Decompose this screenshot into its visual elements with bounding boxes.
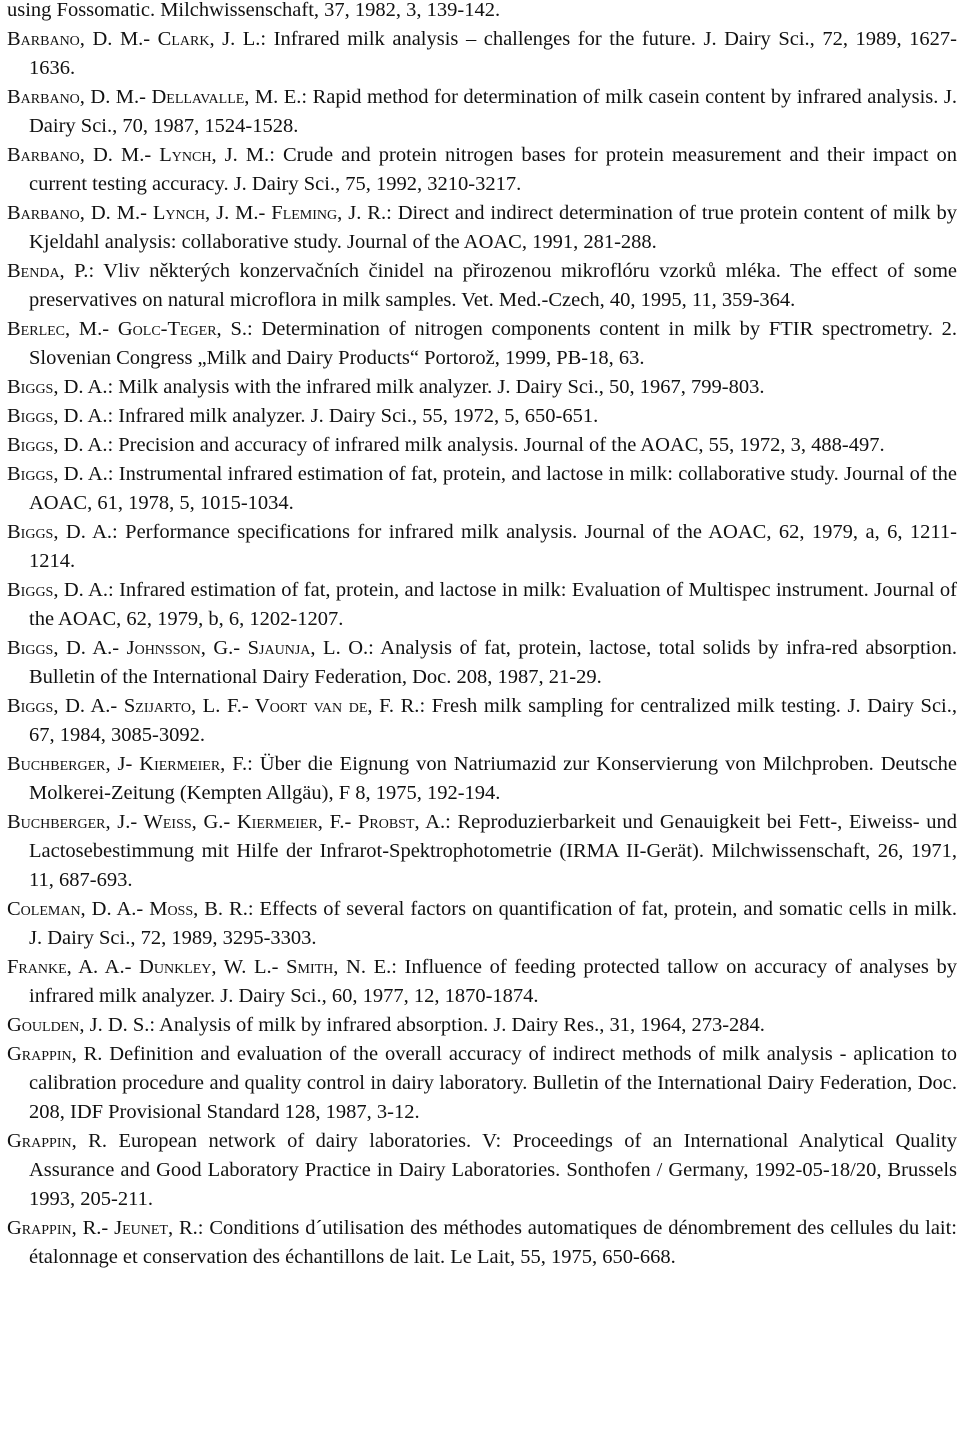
reference-entry [7, 25, 957, 83]
reference-entry [7, 518, 957, 576]
reference-text: : Performance specifications for infrared milk analysis. Journal of the AOAC, 62, 1979, a, 6, 1211-1214. [29, 521, 957, 572]
reference-text: : Crude and protein nitrogen bases for protein measurement and their impact on current testing accuracy. J. Dairy Sci., 75, 1992, 3210-3217. [29, 144, 958, 195]
reference-entry [7, 808, 957, 895]
reference-text: : Vliv některých konzervačních činidel na přirozenou mikroflóru vzorků mléka. The effect of some preservatives on natural microflora in milk samples. Vet. Med.-Czech, 40, 1995, 11, 359-364. [29, 260, 957, 311]
reference-entry [7, 895, 957, 953]
reference-authors: Grappin, R.- Jeunet, R. [7, 1217, 198, 1239]
reference-authors: Biggs, D. A.- Johnsson, G.- Sjaunja, L. O. [7, 637, 369, 659]
reference-text: : Analysis of fat, protein, lactose, total solids by infra-red absorption. Bulletin of the International Dairy Federation, Doc. 208, 1987, 21-29. [29, 637, 957, 688]
reference-entry [7, 750, 957, 808]
reference-text: : Conditions d´utilisation des méthodes automatiques de dénombrement des cellules du lait: étalonnage et conservation des échantillons de lait. Le Lait, 55, 1975, 650-668. [29, 1217, 958, 1268]
reference-text: : Influence of feeding protected tallow on accuracy of analyses by infrared milk analyzer. J. Dairy Sci., 60, 1977, 12, 1870-1874. [29, 956, 957, 1007]
reference-text: Definition and evaluation of the overall accuracy of indirect methods of milk analysis - aplication to calibration procedure and quality control in dairy laboratory. Bulletin of the International Dairy Federation, Doc. 208, IDF Provisional Standard 128, 1987, 3-12. [29, 1043, 957, 1123]
reference-entry [7, 199, 957, 257]
reference-text: European network of dairy laboratories. V: Proceedings of an International Analytical Quality Assurance and Good Laboratory Practice in Dairy Laboratories. Sonthofen / Germany, 1992-05-18/20, Brussels 1993, 205-211. [29, 1130, 957, 1210]
reference-text: : Infrared estimation of fat, protein, and lactose in milk: Evaluation of Multispec instrument. Journal of the AOAC, 62, 1979, b, 6, 1202-1207. [29, 579, 957, 630]
reference-entry [7, 257, 957, 315]
reference-text: using Fossomatic. Milchwissenschaft, 37, 1982, 3, 139-142. [7, 0, 501, 21]
reference-authors: Barbano, D. M.- Lynch, J. M. [7, 144, 270, 166]
reference-authors: Buchberger, J.- Weiss, G.- Kiermeier, F.- Probst, A. [7, 811, 446, 833]
reference-entry [7, 0, 957, 25]
reference-authors: Biggs, D. A. [7, 579, 108, 601]
reference-entry [7, 373, 957, 402]
reference-authors: Benda, P. [7, 260, 89, 282]
reference-entry [7, 431, 957, 460]
reference-authors: Grappin, R. [7, 1043, 103, 1065]
reference-text: : Determination of nitrogen components content in milk by FTIR spectrometry. 2. Slovenian Congress „Milk and Dairy Products“ Portorož, 1999, PB-18, 63. [29, 318, 957, 369]
reference-entry [7, 315, 957, 373]
reference-list [7, 0, 957, 1272]
reference-authors: Biggs, D. A. [7, 463, 108, 485]
reference-entry [7, 953, 957, 1011]
reference-text: : Effects of several factors on quantification of fat, protein, and somatic cells in milk. J. Dairy Sci., 72, 1989, 3295-3303. [29, 898, 957, 949]
reference-text: : Analysis of milk by infrared absorption. J. Dairy Res., 31, 1964, 273-284. [149, 1014, 765, 1036]
reference-authors: Biggs, D. A. [7, 434, 108, 456]
reference-entry [7, 1127, 957, 1214]
reference-text: : Infrared milk analyzer. J. Dairy Sci., 55, 1972, 5, 650-651. [107, 405, 599, 427]
reference-entry [7, 576, 957, 634]
reference-authors: Biggs, D. A. [7, 405, 108, 427]
reference-entry [7, 402, 957, 431]
reference-text: : Fresh milk sampling for centralized milk testing. J. Dairy Sci., 67, 1984, 3085-3092. [29, 695, 957, 746]
reference-authors: Franke, A. A.- Dunkley, W. L.- Smith, N. E. [7, 956, 392, 978]
reference-entry [7, 141, 957, 199]
reference-authors: Biggs, D. A.- Szijarto, L. F.- Voort van de, F. R. [7, 695, 420, 717]
reference-entry [7, 460, 957, 518]
reference-text: : Milk analysis with the infrared milk analyzer. J. Dairy Sci., 50, 1967, 799-803. [107, 376, 765, 398]
reference-text: : Instrumental infrared estimation of fat, protein, and lactose in milk: collaborative study. Journal of the AOAC, 61, 1978, 5, 1015-1034. [29, 463, 958, 514]
reference-authors: Berlec, M.- Golc-Teger, S. [7, 318, 247, 340]
reference-entry [7, 1214, 957, 1272]
reference-entry [7, 1040, 957, 1127]
reference-authors: Coleman, D. A.- Moss, B. R. [7, 898, 248, 920]
reference-text: : Über die Eignung von Natriumazid zur Konservierung von Milchproben. Deutsche Molkerei-Zeitung (Kempten Allgäu), F 8, 1975, 192-194. [29, 753, 957, 804]
reference-text: : Precision and accuracy of infrared milk analysis. Journal of the AOAC, 55, 1972, 3, 488-497. [107, 434, 885, 456]
reference-entry [7, 634, 957, 692]
reference-authors: Barbano, D. M.- Clark, J. L. [7, 28, 261, 50]
reference-entry [7, 83, 957, 141]
reference-entry [7, 692, 957, 750]
reference-text: : Direct and indirect determination of true protein content of milk by Kjeldahl analysis: collaborative study. Journal of the AOAC, 1991, 281-288. [29, 202, 957, 253]
reference-authors: Barbano, D. M.- Dellavalle, M. E. [7, 86, 302, 108]
reference-authors: Goulden, J. D. S. [7, 1014, 150, 1036]
reference-authors: Biggs, D. A. [7, 376, 108, 398]
reference-authors: Barbano, D. M.- Lynch, J. M.- Fleming, J. R. [7, 202, 387, 224]
reference-authors: Buchberger, J- Kiermeier, F. [7, 753, 248, 775]
reference-entry [7, 1011, 957, 1040]
reference-text: : Infrared milk analysis – challenges for the future. J. Dairy Sci., 72, 1989, 1627-1636. [29, 28, 957, 79]
reference-text: : Rapid method for determination of milk casein content by infrared analysis. J. Dairy Sci., 70, 1987, 1524-1528. [29, 86, 957, 137]
reference-authors: Grappin, R. [7, 1130, 107, 1152]
reference-text: : Reproduzierbarkeit und Genauigkeit bei Fett-, Eiweiss- und Lactosebestimmung mit Hilfe der Infrarot-Spektrophotometrie (IRMA II-Gerät). Milchwissenschaft, 26, 1971, 11, 687-693. [29, 811, 957, 891]
reference-authors: Biggs, D. A. [7, 521, 113, 543]
